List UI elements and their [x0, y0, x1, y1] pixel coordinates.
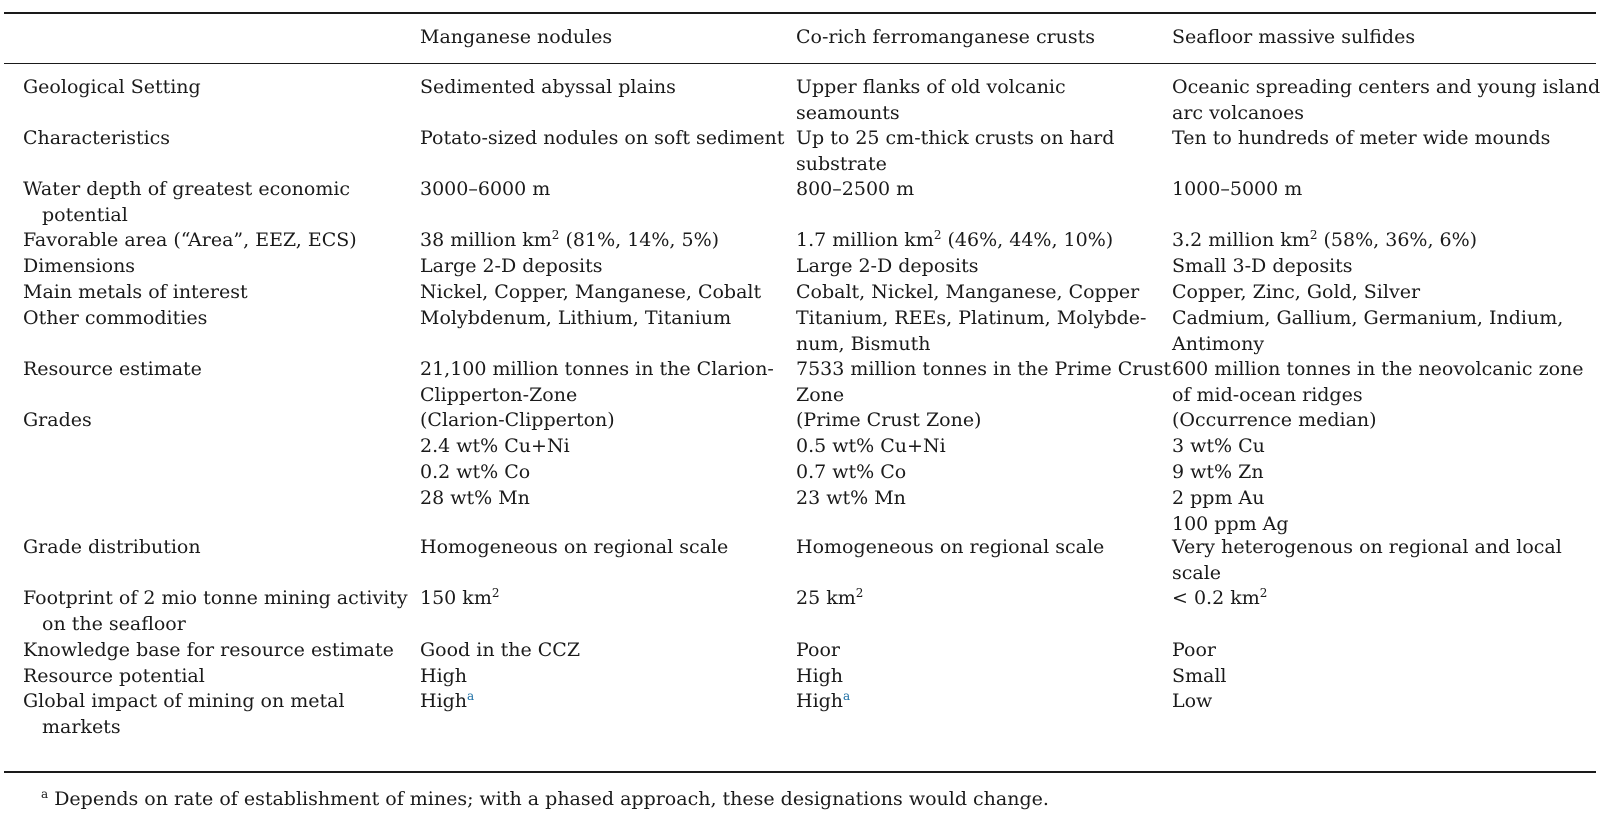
cell-manganese-nodules: [420, 176, 790, 202]
footnote-marker: a: [41, 787, 49, 801]
table-top-rule: [4, 12, 1596, 14]
cell-massive-sulfides: [1172, 279, 1592, 305]
cell-line: Up to 25 cm-thick crusts on hard: [796, 127, 1115, 149]
cell-manganese-nodules: [420, 534, 790, 560]
cell-co-rich-crusts: [796, 253, 1166, 279]
cell-line: Grade distribution: [23, 536, 201, 558]
cell-text: (81%, 14%, 5%): [559, 229, 720, 251]
cell-massive-sulfides: [1172, 253, 1592, 279]
cell-text: < 0.2 km: [1172, 587, 1260, 609]
header-manganese-nodules: Manganese nodules: [420, 26, 613, 48]
cell-line: Cadmium, Gallium, Germanium, Indium,: [1172, 307, 1564, 329]
cell-massive-sulfides: [1172, 305, 1592, 357]
row-label: [23, 534, 413, 560]
cell-line: (Occurrence median): [1172, 409, 1377, 431]
cell-line: Upper flanks of old volcanic: [796, 76, 1066, 98]
cell-line: Knowledge base for resource estimate: [23, 639, 394, 661]
cell-line: 0.7 wt% Co: [796, 461, 907, 483]
row-label: [23, 688, 413, 740]
header-massive-sulfides: Seafloor massive sulfides: [1172, 26, 1416, 48]
cell-manganese-nodules: [420, 407, 790, 511]
cell-line: Other commodities: [23, 307, 208, 329]
footnote-text: Depends on rate of establishment of mines; with a phased approach, these designations would change.: [48, 788, 1049, 810]
cell-line: scale: [1172, 562, 1222, 584]
row-label: [23, 253, 413, 279]
cell-manganese-nodules: [420, 125, 790, 151]
cell-text: High: [420, 690, 468, 712]
cell-line: 21,100 million tonnes in the Clarion-: [420, 358, 774, 380]
cell-line: Antimony: [1172, 333, 1265, 355]
cell-line: seamounts: [796, 102, 900, 124]
row-label: [23, 585, 413, 637]
cell-massive-sulfides: [1172, 74, 1600, 126]
cell-line: num, Bismuth: [796, 333, 931, 355]
cell-massive-sulfides: [1172, 356, 1592, 408]
cell-line: Large 2-D deposits: [796, 255, 979, 277]
cell-line: Favorable area (“Area”, EEZ, ECS): [23, 229, 357, 251]
cell-text: 25 km: [796, 587, 856, 609]
row-label: [23, 356, 413, 382]
cell-manganese-nodules: [420, 74, 790, 100]
cell-line: Zone: [796, 384, 845, 406]
cell-text: High: [796, 690, 844, 712]
cell-line: Homogeneous on regional scale: [420, 536, 729, 558]
cell-text: 3.2 million km: [1172, 229, 1310, 251]
cell-massive-sulfides: [1172, 125, 1592, 151]
cell-co-rich-crusts: [796, 356, 1172, 408]
cell-massive-sulfides: [1172, 407, 1592, 537]
cell-line: Characteristics: [23, 127, 171, 149]
cell-text: (46%, 44%, 10%): [941, 229, 1114, 251]
cell-line: on the seafloor: [42, 613, 186, 635]
cell-line: potential: [42, 204, 128, 226]
header-co-rich-crusts: Co-rich ferromanganese crusts: [796, 26, 1096, 48]
cell-manganese-nodules: [420, 279, 790, 305]
cell-co-rich-crusts: [796, 176, 1166, 202]
cell-line: Very heterogenous on regional and local: [1172, 536, 1562, 558]
cell-text: (58%, 36%, 6%): [1317, 229, 1478, 251]
cell-line: Oceanic spreading centers and young island: [1172, 76, 1600, 98]
cell-line: markets: [42, 716, 121, 738]
cell-line: Main metals of interest: [23, 281, 248, 303]
cell-co-rich-crusts: [796, 74, 1166, 126]
cell-massive-sulfides: [1172, 176, 1592, 202]
cell-line: (Clarion-Clipperton): [420, 409, 615, 431]
cell-line: Resource estimate: [23, 358, 202, 380]
cell-line: 0.2 wt% Co: [420, 461, 531, 483]
cell-massive-sulfides: [1172, 688, 1592, 714]
cell-line: Footprint of 2 mio tonne mining activity: [23, 587, 408, 609]
cell-line: Poor: [1172, 639, 1216, 661]
cell-text: 38 million km: [420, 229, 552, 251]
cell-co-rich-crusts: [796, 663, 1166, 689]
cell-line: 9 wt% Zn: [1172, 461, 1264, 483]
cell-line: substrate: [796, 153, 887, 175]
row-label: [23, 176, 413, 228]
cell-line: Resource potential: [23, 665, 205, 687]
cell-line: Water depth of greatest economic: [23, 178, 351, 200]
cell-line: Molybdenum, Lithium, Titanium: [420, 307, 732, 329]
superscript: 2: [491, 586, 500, 600]
cell-line: High: [420, 665, 468, 687]
row-label: [23, 305, 413, 331]
cell-manganese-nodules: [420, 356, 790, 408]
superscript: 2: [933, 228, 942, 242]
cell-line: 28 wt% Mn: [420, 487, 530, 509]
cell-line: 0.5 wt% Cu+Ni: [796, 435, 946, 457]
cell-line: of mid-ocean ridges: [1172, 384, 1363, 406]
row-label: [23, 663, 413, 689]
cell-manganese-nodules: [420, 637, 790, 663]
cell-line: Cobalt, Nickel, Manganese, Copper: [796, 281, 1140, 303]
table-footnote: [41, 786, 1049, 812]
cell-line: Potato-sized nodules on soft sediment: [420, 127, 785, 149]
row-label: [23, 74, 413, 100]
cell-line: Titanium, REEs, Platinum, Molybde-: [796, 307, 1147, 329]
cell-co-rich-crusts: [796, 637, 1166, 663]
cell-line: Global impact of mining on metal: [23, 690, 345, 712]
cell-text: 150 km: [420, 587, 492, 609]
cell-line: 3 wt% Cu: [1172, 435, 1265, 457]
cell-line: 23 wt% Mn: [796, 487, 906, 509]
cell-line: 800–2500 m: [796, 178, 915, 200]
superscript: 2: [855, 586, 864, 600]
row-label: [23, 407, 413, 433]
cell-line: Small 3-D deposits: [1172, 255, 1353, 277]
cell-manganese-nodules: [420, 688, 790, 714]
cell-co-rich-crusts: [796, 305, 1166, 357]
row-label: [23, 227, 413, 253]
row-label: [23, 279, 413, 305]
cell-line: 2.4 wt% Cu+Ni: [420, 435, 570, 457]
superscript[interactable]: a: [843, 689, 851, 703]
cell-line: Small: [1172, 665, 1227, 687]
cell-co-rich-crusts: [796, 279, 1166, 305]
cell-line: 7533 million tonnes in the Prime Crust: [796, 358, 1172, 380]
cell-manganese-nodules: [420, 663, 790, 689]
cell-line: 600 million tonnes in the neovolcanic zone: [1172, 358, 1584, 380]
cell-line: High: [796, 665, 844, 687]
cell-line: Nickel, Copper, Manganese, Cobalt: [420, 281, 762, 303]
cell-line: Low: [1172, 690, 1213, 712]
cell-line: Sedimented abyssal plains: [420, 76, 676, 98]
cell-line: Grades: [23, 409, 92, 431]
cell-manganese-nodules: [420, 585, 790, 611]
cell-manganese-nodules: [420, 253, 790, 279]
cell-text: 1.7 million km: [796, 229, 934, 251]
cell-line: 2 ppm Au: [1172, 487, 1265, 509]
row-label: [23, 125, 413, 151]
cell-co-rich-crusts: [796, 585, 1166, 611]
cell-line: 100 ppm Ag: [1172, 513, 1289, 535]
superscript[interactable]: a: [467, 689, 475, 703]
cell-massive-sulfides: [1172, 637, 1592, 663]
cell-co-rich-crusts: [796, 688, 1166, 714]
cell-line: 1000–5000 m: [1172, 178, 1303, 200]
table-header-rule: [4, 63, 1596, 64]
cell-massive-sulfides: [1172, 534, 1592, 586]
superscript: 2: [551, 228, 560, 242]
cell-line: Ten to hundreds of meter wide mounds: [1172, 127, 1551, 149]
cell-massive-sulfides: [1172, 585, 1592, 611]
table-bottom-rule: [4, 771, 1596, 773]
cell-line: Copper, Zinc, Gold, Silver: [1172, 281, 1421, 303]
cell-line: Dimensions: [23, 255, 136, 277]
cell-line: Good in the CCZ: [420, 639, 581, 661]
cell-line: Homogeneous on regional scale: [796, 536, 1105, 558]
superscript: 2: [1259, 586, 1268, 600]
cell-co-rich-crusts: [796, 227, 1166, 253]
cell-manganese-nodules: [420, 305, 790, 331]
cell-line: 3000–6000 m: [420, 178, 551, 200]
cell-manganese-nodules: [420, 227, 790, 253]
cell-co-rich-crusts: [796, 534, 1166, 560]
superscript: 2: [1309, 228, 1318, 242]
cell-line: Clipperton-Zone: [420, 384, 578, 406]
cell-line: Poor: [796, 639, 840, 661]
cell-massive-sulfides: [1172, 227, 1592, 253]
cell-co-rich-crusts: [796, 125, 1166, 177]
cell-line: (Prime Crust Zone): [796, 409, 982, 431]
cell-line: arc volcanoes: [1172, 102, 1304, 124]
cell-line: Large 2-D deposits: [420, 255, 603, 277]
cell-massive-sulfides: [1172, 663, 1592, 689]
row-label: [23, 637, 413, 663]
cell-line: Geological Setting: [23, 76, 201, 98]
cell-co-rich-crusts: [796, 407, 1166, 511]
